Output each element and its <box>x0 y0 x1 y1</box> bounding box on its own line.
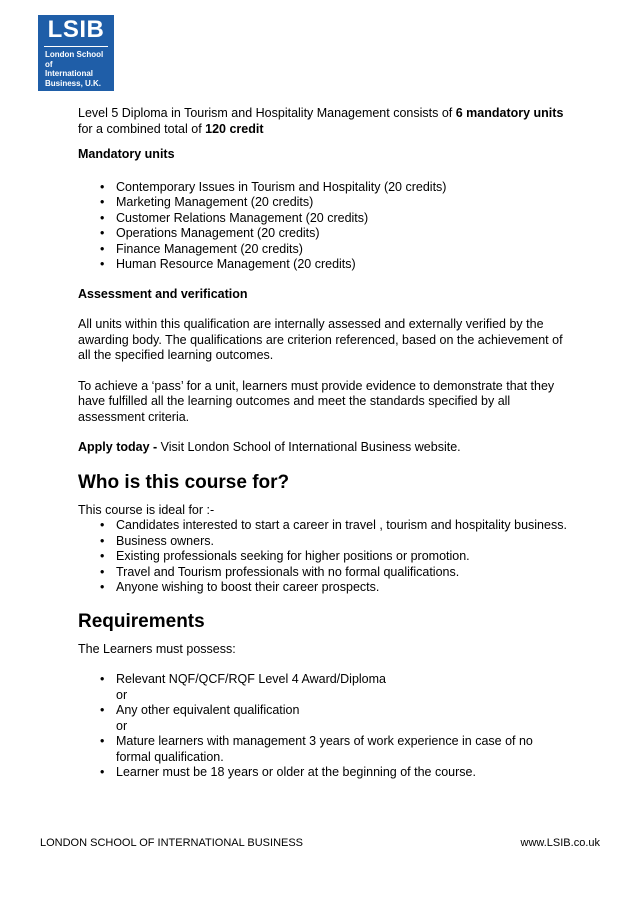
mandatory-units-heading: Mandatory units <box>78 147 175 161</box>
requirements-list <box>78 672 568 781</box>
list-item: • Existing professionals seeking for higher positions or promotion. <box>78 549 568 565</box>
list-item: • Customer Relations Management (20 credits) <box>78 211 568 227</box>
list-item <box>78 672 568 703</box>
logo-subtitle-line: Business, U.K. <box>45 78 102 88</box>
requirement-text: Any other equivalent qualification <box>116 703 300 717</box>
intro-text: for a combined total of <box>78 121 206 136</box>
requirements-intro: The Learners must possess: <box>78 641 236 656</box>
apply-today-text: Visit London School of International Business website. <box>160 440 461 454</box>
who-list <box>78 518 568 596</box>
list-item <box>78 734 568 765</box>
list-item: • Marketing Management (20 credits) <box>78 195 568 211</box>
list-item: • Finance Management (20 credits) <box>78 242 568 258</box>
or-connector: or <box>116 718 128 733</box>
intro-text: Level 5 Diploma in Tourism and Hospitality Management consists of <box>78 106 456 120</box>
list-item <box>78 765 568 781</box>
lsib-logo <box>38 15 114 91</box>
or-connector: or <box>116 687 128 702</box>
list-item: • Business owners. <box>78 534 568 550</box>
logo-subtitle-line: International <box>45 69 94 78</box>
list-item: • Contemporary Issues in Tourism and Hospitality (20 credits) <box>78 180 568 196</box>
apply-today-line <box>78 440 568 456</box>
logo-title: LSIB <box>47 16 105 43</box>
intro-bold-credit: 120 credit <box>205 121 264 136</box>
mandatory-units-list <box>78 180 568 273</box>
intro-paragraph <box>78 106 568 137</box>
footer-school-name: LONDON SCHOOL OF INTERNATIONAL BUSINESS <box>40 837 304 849</box>
requirement-text: Mature learners with management 3 years of work experience in case of no formal qualification. <box>116 734 533 764</box>
assessment-paragraph-2: To achieve a ‘pass’ for a unit, learners must provide evidence to demonstrate that they have fulfilled all the learning outcomes and meet the standards specified by all assessment criteria. <box>78 378 555 424</box>
assessment-paragraph-1: All units within this qualification are internally assessed and externally verified by the awarding body. The qualifications are criterion referenced, based on the achievement of all the specified learning outcomes. <box>78 317 563 362</box>
logo-divider <box>44 46 108 47</box>
apply-today-label: Apply today - <box>78 440 161 454</box>
list-item: • Anyone wishing to boost their career prospects. <box>78 580 568 596</box>
logo-subtitle-line: London School of <box>45 50 104 69</box>
footer-website: www.LSIB.co.uk <box>520 837 600 849</box>
document-body <box>78 106 568 781</box>
logo-subtitle <box>45 50 111 88</box>
who-intro: This course is ideal for :- <box>78 502 215 517</box>
requirement-text: Learner must be 18 years or older at the beginning of the course. <box>116 765 476 779</box>
assessment-heading: Assessment and verification <box>78 286 248 301</box>
who-heading: Who is this course for? <box>78 471 290 493</box>
requirement-text: Relevant NQF/QCF/RQF Level 4 Award/Diploma <box>116 672 387 686</box>
list-item: • Travel and Tourism professionals with no formal qualifications. <box>78 565 568 581</box>
intro-bold-units: 6 mandatory units <box>455 106 564 120</box>
list-item: • Operations Management (20 credits) <box>78 226 568 242</box>
list-item: • Human Resource Management (20 credits) <box>78 257 568 273</box>
requirements-heading: Requirements <box>78 610 205 632</box>
list-item <box>78 703 568 734</box>
list-item: • Candidates interested to start a career in travel , tourism and hospitality business. <box>78 518 568 534</box>
